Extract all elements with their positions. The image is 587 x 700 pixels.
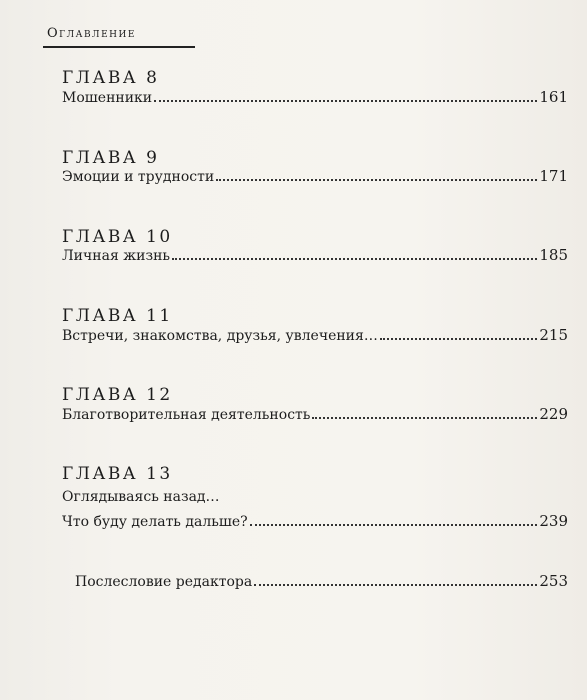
toc-entry-title-line-1: Оглядываясь назад…: [62, 489, 220, 505]
toc-entry-title: Эмоции и трудности: [62, 169, 215, 185]
toc-entry-chapter-10[interactable]: [62, 246, 568, 264]
toc-entry-chapter-11[interactable]: [62, 326, 568, 344]
toc-entry-page: 185: [539, 246, 568, 264]
toc-entry-title: Личная жизнь: [62, 248, 171, 264]
dot-leader: [216, 179, 537, 181]
toc-entry-page: 171: [539, 167, 568, 185]
dot-leader: [254, 584, 537, 586]
toc-entry-chapter-13[interactable]: [62, 512, 568, 530]
toc-entry-title: Благотворительная деятельность: [62, 407, 311, 423]
dot-leader: [312, 417, 537, 419]
toc-entry-afterword[interactable]: [75, 572, 568, 590]
chapter-10-label: ГЛАВА 10: [62, 227, 173, 247]
toc-entry-title: Что буду делать дальше?: [62, 514, 248, 530]
dot-leader: [380, 338, 538, 340]
chapter-13-label: ГЛАВА 13: [62, 464, 173, 484]
afterword-page: 253: [539, 572, 568, 590]
toc-entry-title: Встречи, знакомства, друзья, увлечения…: [62, 328, 378, 344]
toc-entry-page: 239: [539, 512, 568, 530]
toc-header: Оглавление: [47, 26, 136, 41]
toc-entry-title: Мошенники: [62, 90, 153, 106]
afterword-title: Послесловие редактора: [75, 574, 253, 590]
toc-entry-page: 229: [539, 405, 568, 423]
toc-entry-chapter-8[interactable]: [62, 88, 568, 106]
dot-leader: [172, 258, 537, 260]
toc-entry-page: 215: [539, 326, 568, 344]
header-rule: [43, 46, 195, 48]
toc-entry-chapter-12[interactable]: [62, 405, 568, 423]
chapter-11-label: ГЛАВА 11: [62, 306, 173, 326]
dot-leader: [250, 524, 538, 526]
chapter-9-label: ГЛАВА 9: [62, 148, 160, 168]
toc-entry-page: 161: [539, 88, 568, 106]
chapter-12-label: ГЛАВА 12: [62, 385, 173, 405]
toc-entry-chapter-9[interactable]: [62, 167, 568, 185]
dot-leader: [154, 100, 537, 102]
chapter-8-label: ГЛАВА 8: [62, 68, 160, 88]
